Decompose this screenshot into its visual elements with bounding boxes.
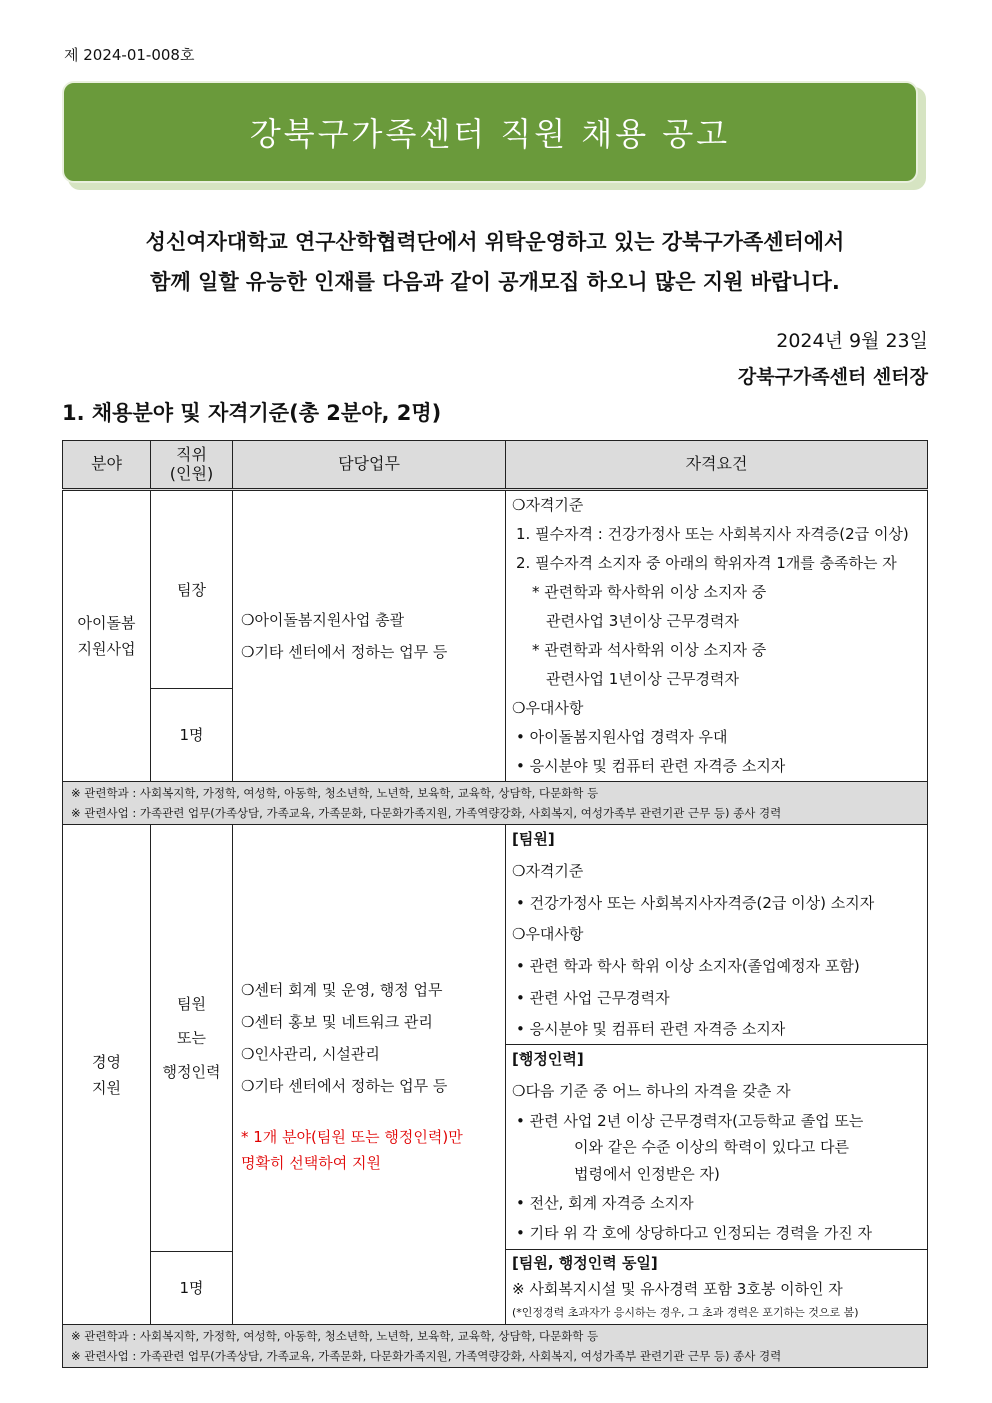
table-row (63, 490, 928, 689)
req-item: * 관련학과 학사학위 이상 소지자 중 (532, 583, 767, 601)
req-header: [팀원, 행정인력 동일] (506, 1249, 927, 1276)
page-title: 강북구가족센터 직원 채용 공고 (249, 115, 731, 153)
note-business: ※ 관련사업 : 가족관련 업무(가족상담, 가족교육, 가족문화, 다문화가족지원, 가족역량강화, 사회복지, 여성가족부 관련기관 근무 등) 종사 경력 (71, 1349, 782, 1363)
req-item: ❍자격기준 (512, 496, 584, 514)
signer: 강북구가족센터 센터장 (737, 366, 928, 388)
req-item: ❍우대사항 (512, 925, 584, 943)
intro-line-2: 함께 일할 유능한 인재를 다음과 같이 공개모집 하오니 많은 지원 바랍니다. (150, 270, 840, 294)
header-field: 분야 (63, 441, 151, 490)
req-header: [행정인력] (506, 1044, 927, 1074)
req-header: [팀원] (512, 830, 555, 848)
field-cell: 아이돌봄 지원사업 (63, 490, 151, 782)
req-item: 관련사업 3년이상 근무경력자 (546, 612, 739, 630)
req-item: • 관련 학과 학사 학위 이상 소지자(졸업예정자 포함) (516, 957, 860, 975)
note-cell (63, 782, 928, 825)
duty-cell (233, 490, 506, 782)
headcount-cell: 1명 (151, 688, 233, 781)
req-item: 이와 같은 수준 이상의 학력이 있다고 다른 (574, 1138, 849, 1156)
req-item: * 관련학과 석사학위 이상 소지자 중 (532, 641, 767, 659)
note-business: ※ 관련사업 : 가족관련 업무(가족상담, 가족교육, 가족문화, 다문화가족지원, 가족역량강화, 사회복지, 여성가족부 관련기관 근무 등) 종사 경력 (71, 806, 782, 820)
req-item: ❍자격기준 (512, 862, 584, 880)
note-departments: ※ 관련학과 : 사회복지학, 가정학, 여성학, 아동학, 청소년학, 노년학, 보육학, 교육학, 상담학, 다문화학 등 (71, 786, 599, 800)
req-item: 2. 필수자격 소지자 중 아래의 학위자격 1개를 충족하는 자 (516, 554, 897, 572)
duty-item: ❍인사관리, 시설관리 (241, 1044, 380, 1063)
req-item: ❍다음 기준 중 어느 하나의 자격을 갖춘 자 (512, 1082, 791, 1100)
duty-item: ❍기타 센터에서 정하는 업무 등 (241, 1076, 448, 1095)
req-item: 법령에서 인정받은 자) (574, 1165, 720, 1183)
duty-item: ❍기타 센터에서 정하는 업무 등 (241, 643, 448, 661)
req-item: • 응시분야 및 컴퓨터 관련 자격증 소지자 (516, 1020, 786, 1038)
req-item: 관련사업 1년이상 근무경력자 (546, 670, 739, 688)
header-requirements: 자격요건 (506, 441, 928, 490)
title-banner (62, 81, 918, 183)
note-row (63, 1325, 928, 1368)
req-item: • 전산, 회계 자격증 소지자 (516, 1194, 694, 1212)
note-departments: ※ 관련학과 : 사회복지학, 가정학, 여성학, 아동학, 청소년학, 노년학, 보육학, 교육학, 상담학, 다문화학 등 (71, 1329, 599, 1343)
duty-cell (233, 825, 506, 1325)
headcount-cell: 1명 (151, 1251, 233, 1324)
field-cell: 경영 지원 (63, 825, 151, 1325)
req-item: • 관련 사업 근무경력자 (516, 989, 670, 1007)
section-title: 1. 채용분야 및 자격기준(총 2분야, 2명) (62, 401, 442, 425)
req-item: 1. 필수자격 : 건강가정사 또는 사회복지사 자격증(2급 이상) (516, 525, 909, 543)
document-number: 제 2024-01-008호 (64, 46, 195, 64)
position-cell: 팀원 또는 행정인력 (151, 825, 233, 1252)
req-item: • 아이돌봄지원사업 경력자 우대 (516, 728, 728, 746)
req-item: ❍우대사항 (512, 699, 584, 717)
duty-item: ❍아이돌봄지원사업 총괄 (241, 611, 405, 629)
header-position: 직위 (인원) (151, 441, 233, 490)
announcement-date: 2024년 9월 23일 (776, 330, 928, 352)
duty-item: ❍센터 홍보 및 네트워크 관리 (241, 1012, 433, 1031)
duty-note: * 1개 분야(팀원 또는 행정인력)만 명확히 선택하여 지원 (241, 1127, 463, 1172)
duty-item: ❍센터 회계 및 운영, 행정 업무 (241, 980, 443, 999)
table-header-row (63, 441, 928, 490)
header-duty: 담당업무 (233, 441, 506, 490)
intro-line-1: 성신여자대학교 연구산학협력단에서 위탁운영하고 있는 강북구가족센터에서 (145, 230, 845, 254)
position-cell: 팀장 (151, 490, 233, 689)
req-item: • 기타 위 각 호에 상당하다고 인정되는 경력을 가진 자 (516, 1224, 873, 1242)
req-item: • 응시분야 및 컴퓨터 관련 자격증 소지자 (516, 757, 786, 775)
note-cell (63, 1325, 928, 1368)
requirements-cell (506, 825, 928, 1325)
table-row (63, 825, 928, 1252)
requirements-cell (506, 490, 928, 782)
req-footnote: (*인정경력 초과자가 응시하는 경우, 그 초과 경력은 포기하는 것으로 봄) (512, 1306, 859, 1319)
req-item: ※ 사회복지시설 및 유사경력 포함 3호봉 이하인 자 (512, 1280, 843, 1298)
req-item: • 건강가정사 또는 사회복지사자격증(2급 이상) 소지자 (516, 894, 875, 912)
recruitment-table (62, 440, 928, 1368)
req-item: • 관련 사업 2년 이상 근무경력자(고등학교 졸업 또는 (516, 1112, 864, 1130)
note-row (63, 782, 928, 825)
